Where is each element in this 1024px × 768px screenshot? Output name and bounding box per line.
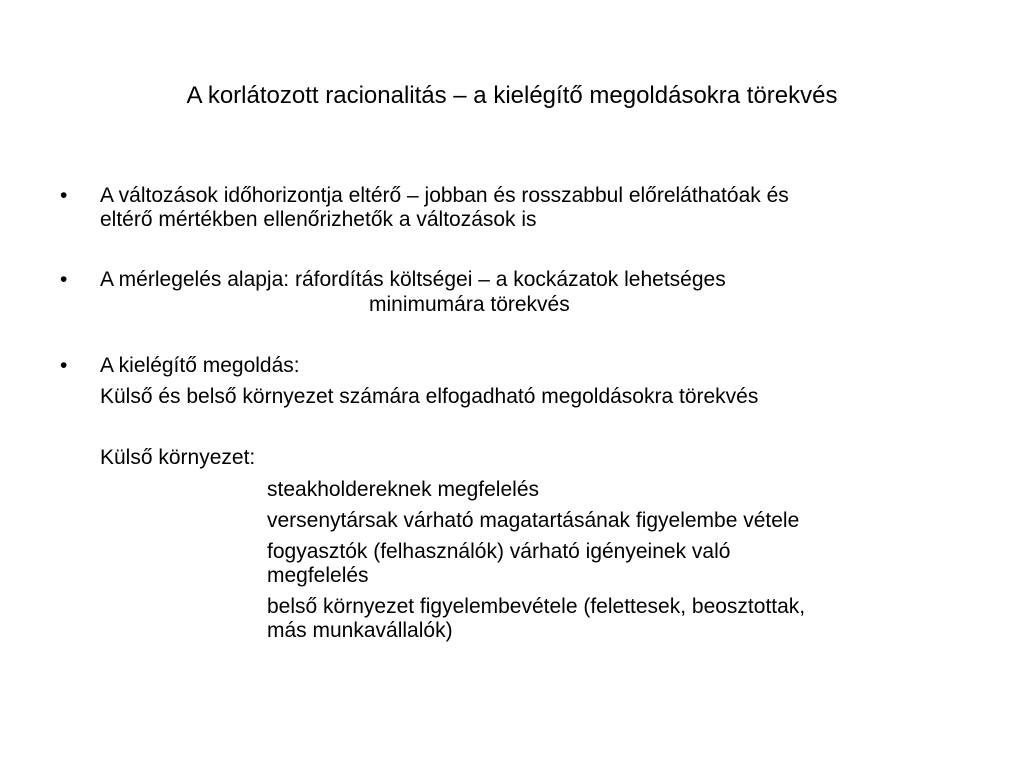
external-environment-label: Külső környezet: [100,446,256,469]
slide-title: A korlátozott racionalitás – a kielégítő megoldásokra törekvés [186,82,838,109]
external-item-2: versenytársak várható magatartásának figyelembe vétele [267,509,800,532]
bullet-3-line-1: A kielégítő megoldás: [100,354,300,377]
bullet-1-line-1: A változások időhorizontja eltérő – jobban és rosszabbul előreláthatóak és [100,184,789,207]
bullet-3-line-2: Külső és belső környezet számára elfogadható megoldásokra törekvés [100,385,759,408]
bullet-2-line-1: A mérlegelés alapja: ráfordítás költségei – a kockázatok lehetséges [100,268,726,291]
bullet-2-line-2: minimumára törekvés [369,293,570,316]
bullet-marker: • [60,354,68,377]
external-item-4-line-2: más munkavállalók) [267,619,453,642]
bullet-marker: • [60,184,68,207]
bullet-1-line-2: eltérő mértékben ellenőrizhetők a változások is [100,208,537,231]
external-item-3-line-2: megfelelés [267,564,369,587]
external-item-4-line-1: belső környezet figyelembevétele (felettesek, beosztottak, [267,595,806,618]
external-item-3-line-1: fogyasztók (felhasználók) várható igényeinek való [267,540,731,563]
external-item-1: steakholdereknek megfelelés [267,478,539,501]
bullet-marker: • [60,268,68,291]
